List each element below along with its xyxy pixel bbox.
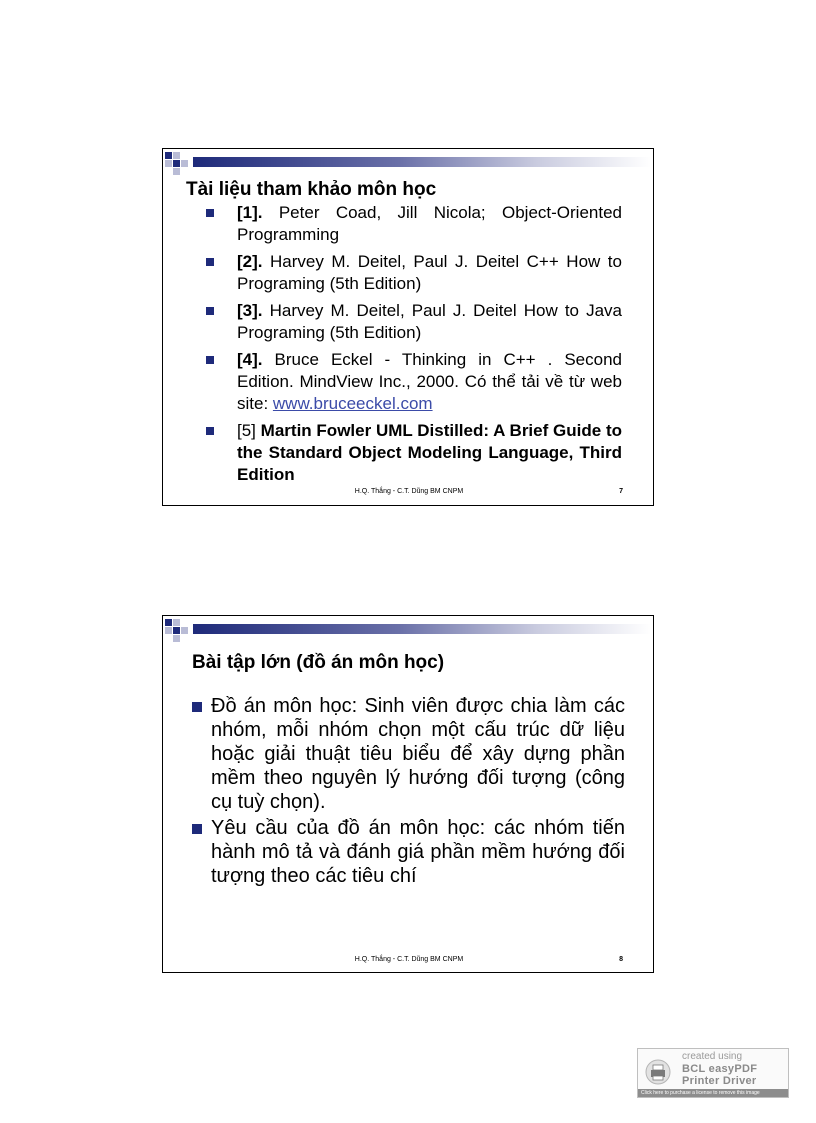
reference-item: [2]. Harvey M. Deitel, Paul J. Deitel C++ How to Programing (5th Edition)	[206, 251, 622, 295]
page-number: 8	[619, 956, 623, 963]
bullet-point: Đồ án môn học: Sinh viên được chia làm các nhóm, mỗi nhóm chọn một cấu trúc dữ liệu hoặc giải thuật tiêu biểu để xây dựng phần mềm theo nguyên lý hướng đối tượng (công cụ tuỳ chọn).	[192, 694, 625, 814]
slide-footer: H.Q. Thắng - C.T. Dũng BM CNPM	[354, 488, 464, 495]
reference-list	[206, 202, 622, 491]
reference-item: [4]. Bruce Eckel - Thinking in C++ . Second Edition. MindView Inc., 2000. Có thể tải về từ web site: www.bruceeckel.com	[206, 349, 622, 415]
bullet-point: Yêu cầu của đồ án môn học: các nhóm tiến hành mô tả và đánh giá phần mềm hướng đối tượng theo các tiêu chí	[192, 816, 625, 888]
bullet-icon	[206, 307, 214, 315]
slide-title: Tài liệu tham khảo môn học	[186, 179, 437, 200]
easypdf-watermark[interactable]	[637, 1048, 789, 1098]
bullet-icon	[192, 702, 202, 712]
bruceeckel-link[interactable]: www.bruceeckel.com	[272, 394, 433, 413]
watermark-line: created using	[682, 1051, 743, 1062]
bullet-icon	[206, 427, 214, 435]
slide-7	[162, 148, 654, 506]
reference-item: [5] Martin Fowler UML Distilled: A Brief Guide to the Standard Object Modeling Language, Third Edition	[206, 420, 622, 486]
slide-footer: H.Q. Thắng - C.T. Dũng BM CNPM	[354, 956, 464, 963]
reference-item: [3]. Harvey M. Deitel, Paul J. Deitel How to Java Programing (5th Edition)	[206, 300, 622, 344]
bullet-icon	[206, 209, 214, 217]
watermark-product-sub: Printer Driver	[682, 1075, 757, 1087]
page-number: 7	[619, 488, 623, 495]
bullet-icon	[192, 824, 202, 834]
header-gradient-bar	[193, 624, 651, 634]
bullet-icon	[206, 356, 214, 364]
slide-title: Bài tập lớn (đồ án môn học)	[192, 652, 445, 673]
slide-8	[162, 615, 654, 973]
header-gradient-bar	[193, 157, 651, 167]
printer-icon	[644, 1059, 672, 1085]
reference-item: [1]. Peter Coad, Jill Nicola; Object-Oriented Programming	[206, 202, 622, 246]
watermark-product: BCL easyPDF	[682, 1063, 758, 1075]
bullet-icon	[206, 258, 214, 266]
bullet-list	[192, 694, 625, 890]
watermark-purchase-link[interactable]: Click here to purchase a license to remove this image	[638, 1089, 788, 1097]
